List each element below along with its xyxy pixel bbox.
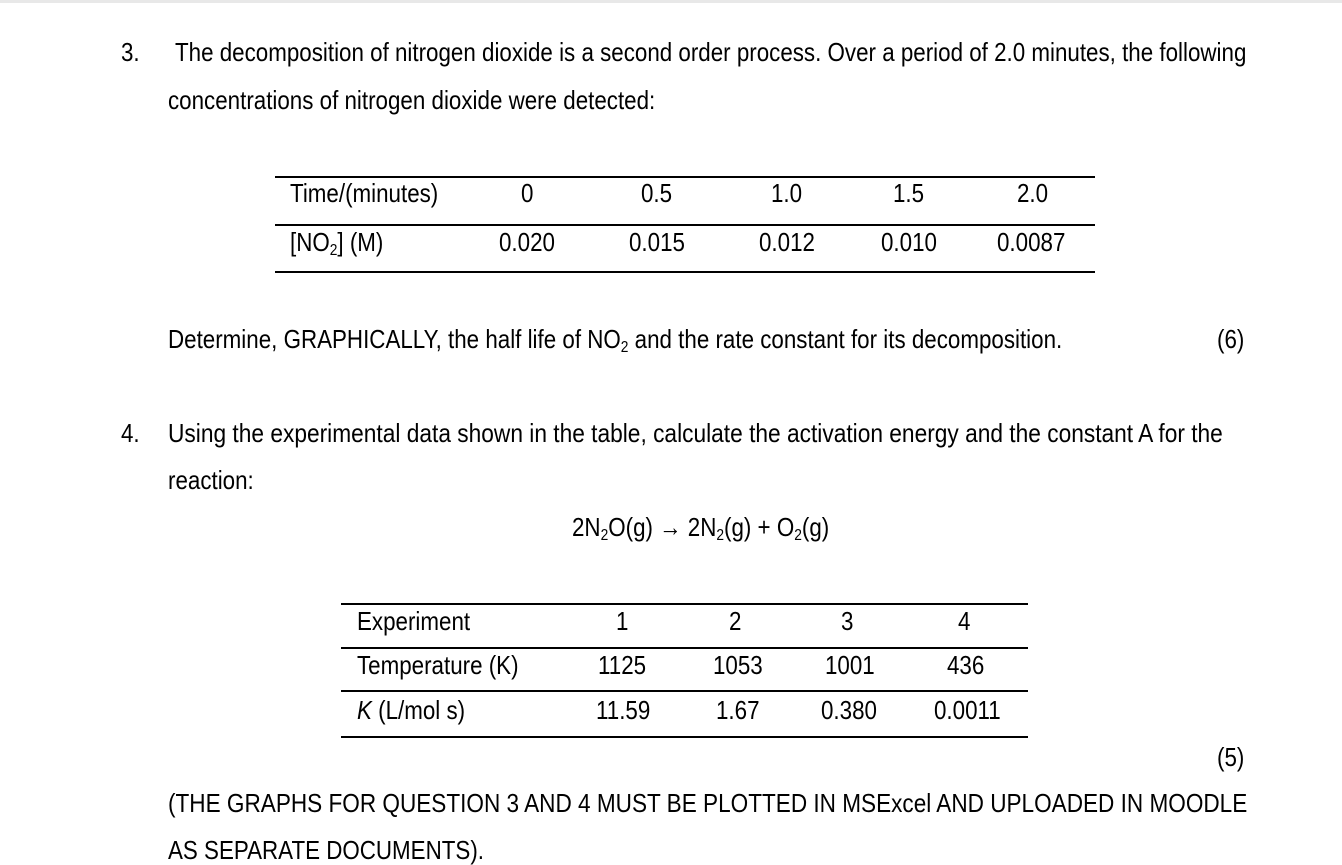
question-3-line-1: The decomposition of nitrogen dioxide is a second order process. Over a period of 2.0 minutes, the following <box>175 37 1247 67</box>
table-cell: 0.0087 <box>997 227 1066 257</box>
question-3-line-2: concentrations of nitrogen dioxide were detected: <box>168 85 656 115</box>
table-cell: 436 <box>947 650 985 680</box>
table-cell: 0.0011 <box>934 695 1001 725</box>
table-rule-bottom <box>275 271 1095 273</box>
table-header-experiment: Experiment <box>357 606 471 636</box>
table-cell: 4 <box>958 606 971 636</box>
table-cell: 0.012 <box>759 227 815 257</box>
question-3-instruction: Determine, GRAPHICALLY, the half life of $NO_2$ and the rate constant for its decomposition. <box>168 324 1063 356</box>
table-cell: 2.0 <box>1017 178 1049 208</box>
table-header-time: Time/(minutes) <box>290 178 439 208</box>
table-header-temperature: Temperature (K) <box>357 650 519 680</box>
graph-instruction-line-1: (THE GRAPHS FOR QUESTION 3 AND 4 MUST BE PLOTTED IN MSExcel AND UPLOADED IN MOODLE <box>168 788 1248 818</box>
page-top-border <box>0 0 1342 3</box>
table-cell: 0.380 <box>821 695 877 725</box>
table-header-rate-constant: K (L/mol s) <box>357 695 466 725</box>
table-cell: 0.5 <box>641 178 673 208</box>
graph-instruction-line-2: AS SEPARATE DOCUMENTS). <box>168 835 484 865</box>
table-cell: 0.010 <box>881 227 937 257</box>
table-cell: 0.015 <box>629 227 685 257</box>
question-4-line-2: reaction: <box>168 465 254 495</box>
table-cell: 1053 <box>713 650 763 680</box>
table-cell: 1 <box>616 606 629 636</box>
table-cell: 1.0 <box>771 178 803 208</box>
table-cell: 1.5 <box>893 178 925 208</box>
reaction-equation: $2N_2O(g) \to 2N_2(g) + O_2(g)$ <box>572 512 830 544</box>
question-4-line-1: Using the experimental data shown in the table, calculate the activation energy and the constant A for the <box>168 418 1223 448</box>
table-cell: 1125 <box>598 650 647 680</box>
table-cell: 1001 <box>825 650 875 680</box>
question-4-marks: (5) <box>1217 742 1245 772</box>
question-3-number: 3. <box>121 37 140 67</box>
table-cell: 11.59 <box>596 695 651 725</box>
table-rule-middle <box>275 224 1095 226</box>
table-rule-bottom <box>341 736 1028 738</box>
question-4-number: 4. <box>121 418 140 448</box>
question-3-marks: (6) <box>1217 324 1245 354</box>
table-cell: 1.67 <box>716 695 760 725</box>
table-cell: 0.020 <box>499 227 555 257</box>
table-rule-middle <box>341 647 1028 649</box>
table-cell: 0 <box>521 178 534 208</box>
table-rule-top <box>341 603 1028 605</box>
table-rule-middle <box>341 690 1028 692</box>
table-cell: 2 <box>729 606 742 636</box>
table-cell: 3 <box>841 606 854 636</box>
table-header-concentration: $[NO_2]$ (M) <box>290 227 384 259</box>
